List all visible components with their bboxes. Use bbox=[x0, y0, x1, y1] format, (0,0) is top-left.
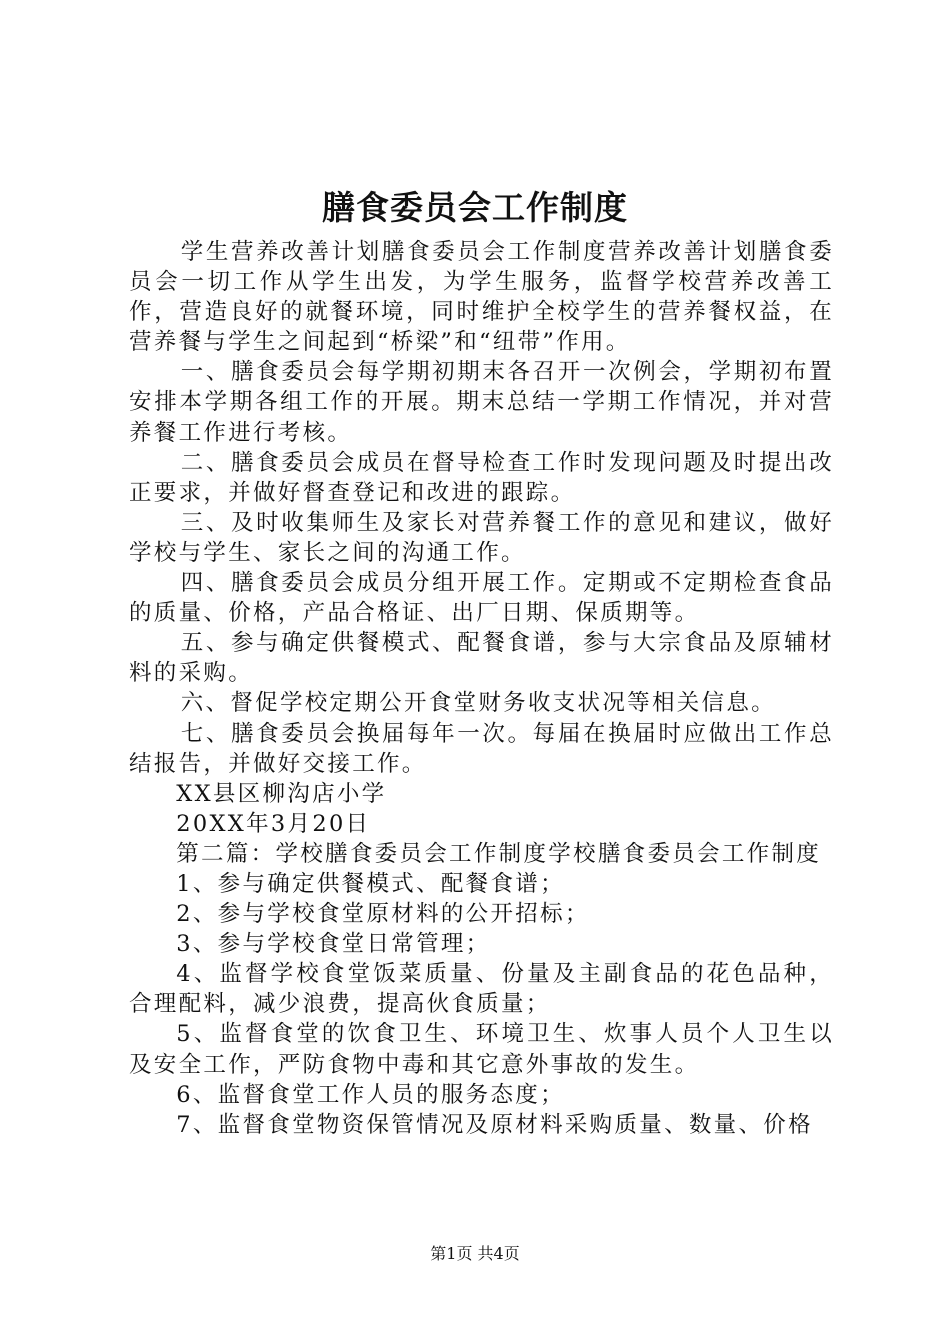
list-item-2: 2、参与学校食堂原材料的公开招标； bbox=[176, 901, 590, 928]
paragraph-item-2: 二、膳食委员会成员在督导检查工作时发现问题及时提出改正要求，并做好督查登记和改进的跟踪。 bbox=[129, 449, 834, 506]
page-footer: 第1页 共4页 bbox=[430, 1244, 520, 1263]
paragraph-intro: 学生营养改善计划膳食委员会工作制度营养改善计划膳食委员会一切工作从学生出发，为学生服务，监督学校营养改善工作，营造良好的就餐环境，同时维护全校学生的营养餐权益，在营养餐与学生之间起到“桥梁”和“纽带”作用。 bbox=[129, 239, 834, 356]
paragraph-item-3: 三、及时收集师生及家长对营养餐工作的意见和建议，做好学校与学生、家长之间的沟通工作。 bbox=[129, 509, 834, 566]
list-item-6: 6、监督食堂工作人员的服务态度； bbox=[176, 1081, 565, 1108]
paragraph-item-5: 五、参与确定供餐模式、配餐食谱，参与大宗食品及原辅材料的采购。 bbox=[129, 630, 834, 687]
list-item-4: 4、监督学校食堂饭菜质量、份量及主副食品的花色品种，合理配料，减少浪费，提高伙食质量； bbox=[129, 961, 834, 1018]
list-item-1: 1、参与确定供餐模式、配餐食谱； bbox=[176, 870, 565, 897]
signature-school: XX县区柳沟店小学 bbox=[176, 780, 387, 807]
list-item-5: 5、监督食堂的饮食卫生、环境卫生、炊事人员个人卫生以及安全工作，严防食物中毒和其它意外事故的发生。 bbox=[129, 1021, 834, 1078]
section-two-heading: 第二篇：学校膳食委员会工作制度学校膳食委员会工作制度 bbox=[176, 840, 822, 867]
signature-date: 20XX年3月20日 bbox=[176, 810, 371, 837]
document-title: 膳食委员会工作制度 bbox=[322, 188, 628, 227]
paragraph-item-6: 六、督促学校定期公开食堂财务收支状况等相关信息。 bbox=[180, 690, 776, 717]
paragraph-item-1: 一、膳食委员会每学期初期末各召开一次例会，学期初布置安排本学期各组工作的开展。期末总结一学期工作情况，并对营养餐工作进行考核。 bbox=[129, 359, 834, 446]
paragraph-item-4: 四、膳食委员会成员分组开展工作。定期或不定期检查食品的质量、价格，产品合格证、出厂日期、保质期等。 bbox=[129, 570, 834, 627]
list-item-3: 3、参与学校食堂日常管理； bbox=[176, 931, 491, 958]
paragraph-item-7: 七、膳食委员会换届每年一次。每届在换届时应做出工作总结报告，并做好交接工作。 bbox=[129, 720, 834, 777]
document-body bbox=[129, 237, 834, 1140]
list-item-7: 7、监督食堂物资保管情况及原材料采购质量、数量、价格 bbox=[176, 1111, 813, 1138]
